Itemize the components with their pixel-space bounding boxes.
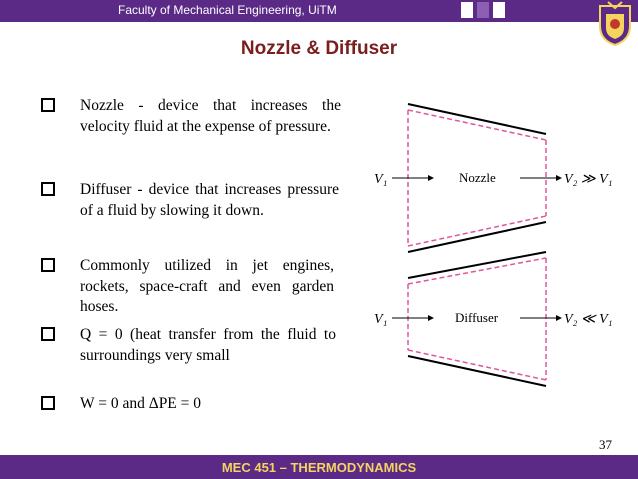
nozzle-figure: [374, 104, 613, 252]
bullet-text: Q = 0 (heat transfer from the fluid to surroundings very small: [80, 326, 336, 364]
arrowhead-icon: [556, 175, 562, 181]
page-number: 37: [599, 437, 612, 452]
nozzle-inlet-label: V₁: [374, 172, 388, 187]
diffuser-outlet-label: V₂ ≪ V₁: [564, 312, 613, 327]
nozzle-top-wall: [408, 104, 546, 134]
checkbox-bullet-icon: [41, 258, 55, 272]
nozzle-outlet-label: V₂ ≫ V₁: [564, 172, 613, 187]
arrowhead-icon: [428, 175, 434, 181]
arrowhead-icon: [428, 315, 434, 321]
checkbox-bullet-icon: [41, 396, 55, 410]
diffuser-top-wall: [408, 252, 546, 278]
nozzle-label: Nozzle: [459, 170, 496, 185]
header-square-light: [477, 2, 489, 18]
diffuser-figure: [374, 252, 613, 386]
diffuser-bottom-dashed: [408, 350, 546, 380]
nozzle-bottom-wall: [408, 222, 546, 252]
nozzle-bottom-dashed: [408, 216, 546, 246]
diffuser-label: Diffuser: [455, 310, 499, 325]
faculty-name: Faculty of Mechanical Engineering, UiTM: [118, 3, 337, 17]
header-square-white: [461, 2, 473, 18]
bullet-text: Nozzle - device that increases the velocity fluid at the expense of pressure.: [80, 97, 341, 135]
header-square-white-2: [493, 2, 505, 18]
nozzle-top-dashed: [408, 110, 546, 140]
bullet-text: Diffuser - device that increases pressure of a fluid by slowing it down.: [80, 181, 339, 219]
bullet-text: Commonly utilized in jet engines, rockets, space-craft and even garden hoses.: [80, 257, 334, 315]
page-title: Nozzle & Diffuser: [240, 38, 398, 59]
checkbox-bullet-icon: [41, 98, 55, 112]
checkbox-bullet-icon: [41, 182, 55, 196]
course-title: MEC 451 – THERMODYNAMICS: [221, 460, 417, 475]
header-bar: [0, 0, 638, 22]
bullet-text: W = 0 and ΔPE = 0: [80, 395, 202, 412]
diffuser-inlet-label: V₁: [374, 312, 388, 327]
footer-bar: [0, 455, 638, 479]
nozzle-diffuser-diagram: [360, 100, 630, 390]
diffuser-top-dashed: [408, 258, 546, 284]
checkbox-bullet-icon: [41, 327, 55, 341]
arrowhead-icon: [556, 315, 562, 321]
diffuser-bottom-wall: [408, 356, 546, 386]
